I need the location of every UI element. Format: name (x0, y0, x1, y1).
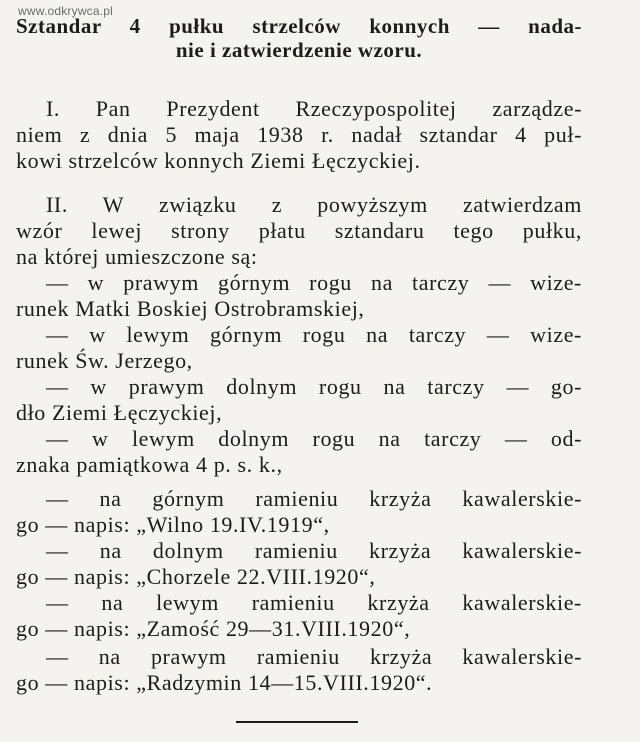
section-2-line: II. W związku z powyższym zatwierdzam (46, 192, 582, 217)
title-line-1: Sztandar 4 pułku strzelców konnych — nada- (16, 14, 582, 38)
list-item-3 (16, 374, 582, 426)
watermark: www.odkrywca.pl (18, 4, 114, 18)
section-1-line: kowi strzelców konnych Ziemi Łęczyckiej. (16, 148, 421, 173)
list-item-line: go — napis: „Radzymin 14—15.VIII.1920“. (16, 670, 433, 695)
list-item-line: — na prawym ramieniu krzyża kawalerskie- (46, 644, 582, 669)
list-item-6 (16, 538, 582, 590)
list-item-line: — w lewym dolnym rogu na tarczy — od- (46, 426, 582, 451)
section-1 (16, 96, 582, 174)
list-item-line: runek Matki Boskiej Ostrobramskiej, (16, 296, 365, 321)
document-title (16, 14, 582, 62)
list-item-line: — w prawym górnym rogu na tarczy — wize- (46, 270, 582, 295)
list-item-line: go — napis: „Chorzele 22.VIII.1920“, (16, 564, 376, 589)
list-item-line: — na górnym ramieniu krzyża kawalerskie- (46, 486, 582, 511)
list-item-line: go — napis: „Zamość 29—31.VIII.1920“, (16, 616, 411, 641)
section-2-line: na której umieszczone są: (16, 244, 258, 269)
list-item-line: — w lewym górnym rogu na tarczy — wize- (46, 322, 582, 347)
list-item-1 (16, 270, 582, 322)
list-item-line: — w prawym dolnym rogu na tarczy — go- (46, 374, 582, 399)
list-item-line: — na dolnym ramieniu krzyża kawalerskie- (46, 538, 582, 563)
list-item-line: runek Św. Jerzego, (16, 348, 193, 373)
list-item-5 (16, 486, 582, 538)
list-item-line: go — napis: „Wilno 19.IV.1919“, (16, 512, 330, 537)
list-item-7 (16, 590, 582, 642)
list-item-line: dło Ziemi Łęczyckiej, (16, 400, 223, 425)
section-1-line: I. Pan Prezydent Rzeczypospolitej zarządze- (46, 96, 582, 121)
list-item-2 (16, 322, 582, 374)
section-2 (16, 192, 582, 270)
section-1-line: niem z dnia 5 maja 1938 r. nadał sztandar 4 puł- (16, 122, 582, 147)
section-2-line: wzór lewej strony płatu sztandaru tego pułku, (16, 218, 582, 243)
list-item-line: — na lewym ramieniu krzyża kawalerskie- (46, 590, 582, 615)
closing-rule (236, 721, 358, 723)
list-item-line: znaka pamiątkowa 4 p. s. k., (16, 452, 283, 477)
list-item-4 (16, 426, 582, 478)
list-item-8 (16, 644, 582, 696)
title-line-2: nie i zatwierdzenie wzoru. (175, 38, 423, 62)
